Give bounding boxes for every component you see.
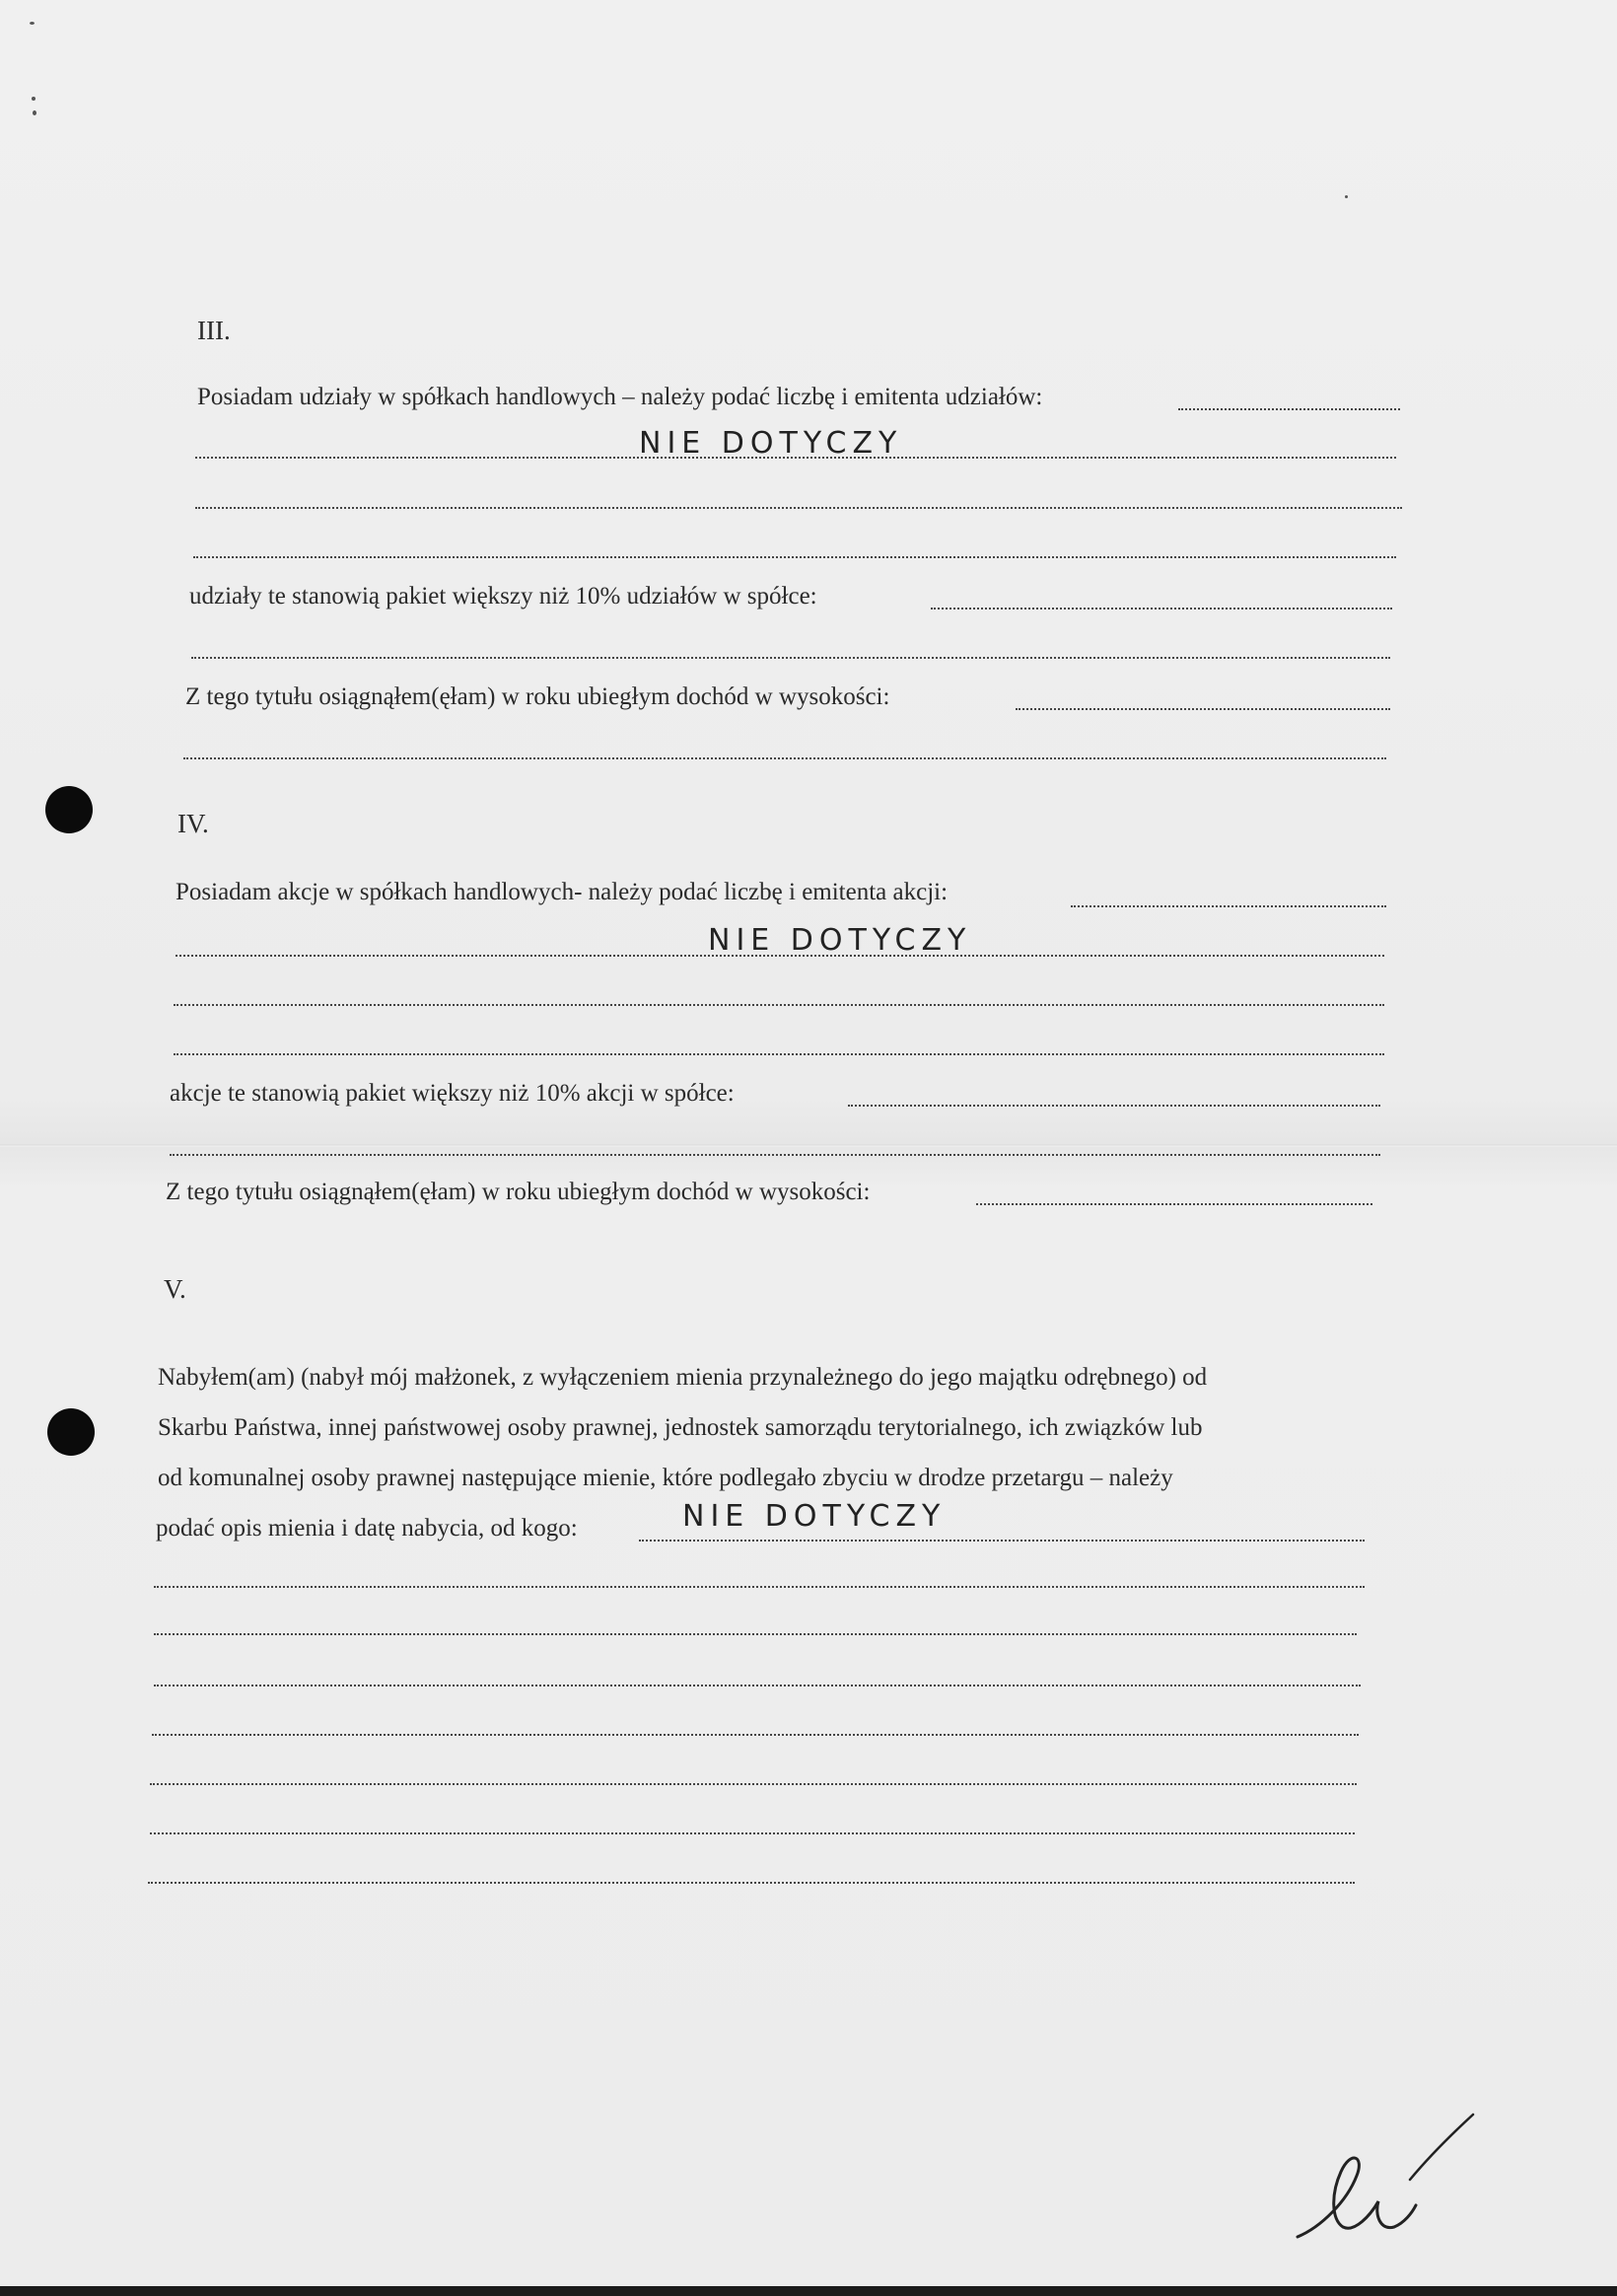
punch-hole	[47, 1408, 95, 1456]
handwritten-answer: NIE DOTYCZY	[708, 923, 972, 958]
dotted-fill-line	[1178, 408, 1400, 410]
dotted-fill-line	[174, 1004, 1384, 1006]
dotted-fill-line	[976, 1203, 1372, 1205]
section-4-heading: IV.	[177, 809, 209, 838]
dotted-fill-line	[150, 1783, 1357, 1785]
dotted-fill-line	[150, 1832, 1355, 1834]
section-3-income-line	[185, 682, 889, 712]
dotted-fill-line	[154, 1586, 1365, 1588]
dotted-fill-line	[1071, 905, 1386, 907]
scan-speck	[33, 110, 36, 115]
scan-speck	[30, 22, 35, 25]
section-3-income-text: Z tego tytułu osiągnąłem(ęłam) w roku ubiegłym dochód w wysokości:	[185, 683, 890, 710]
scan-speck	[32, 97, 35, 101]
dotted-fill-line	[174, 1053, 1384, 1055]
section-3-shares-text: Posiadam udziały w spółkach handlowych – należy podać liczbę i emitenta udziałów:	[197, 384, 1043, 410]
dotted-fill-line	[1016, 708, 1390, 710]
dotted-fill-line	[154, 1633, 1357, 1635]
section-5-para-line-2: Skarbu Państwa, innej państwowej osoby prawnej, jednostek samorządu terytorialnego, ich związków lub	[158, 1414, 1203, 1441]
section-3-shares-line	[197, 383, 1042, 412]
section-5-para-line-4	[156, 1514, 578, 1543]
section-4-package-text: akcje te stanowią pakiet większy niż 10% akcji w spółce:	[170, 1080, 735, 1107]
dotted-fill-line	[639, 1540, 1365, 1542]
scan-bottom-edge	[0, 2286, 1617, 2296]
section-4-package-line	[170, 1079, 735, 1109]
section-3-package-line	[189, 582, 817, 611]
section-5-para-text-4: podać opis mienia i datę nabycia, od kogo:	[156, 1515, 578, 1542]
section-4-stocks-text: Posiadam akcje w spółkach handlowych- należy podać liczbę i emitenta akcji:	[176, 879, 949, 905]
handwritten-answer: NIE DOTYCZY	[639, 426, 903, 461]
dotted-fill-line	[195, 507, 1402, 509]
section-3-heading: III.	[197, 316, 231, 345]
section-5-para-line-3: od komunalnej osoby prawnej następujące mienie, które podlegało zbyciu w drodze przetargu – należy	[158, 1465, 1173, 1491]
dotted-fill-line	[170, 1154, 1380, 1156]
dotted-fill-line	[193, 556, 1396, 558]
section-3-package-text: udziały te stanowią pakiet większy niż 10% udziałów w spółce:	[189, 583, 817, 610]
dotted-fill-line	[148, 1882, 1355, 1884]
dotted-fill-line	[152, 1734, 1359, 1736]
dotted-fill-line	[848, 1105, 1380, 1107]
dotted-fill-line	[183, 757, 1386, 759]
dotted-fill-line	[191, 657, 1390, 659]
section-4-stocks-line	[176, 878, 948, 907]
paper-fold	[0, 1144, 1617, 1147]
handwritten-signature	[1292, 2111, 1489, 2249]
section-4-income-text: Z tego tytułu osiągnąłem(ęłam) w roku ubiegłym dochód w wysokości:	[166, 1179, 871, 1205]
handwritten-answer: NIE DOTYCZY	[682, 1499, 947, 1534]
punch-hole	[45, 786, 93, 833]
dotted-fill-line	[154, 1685, 1361, 1686]
scan-speck	[1345, 195, 1348, 198]
section-4-income-line	[166, 1178, 870, 1207]
dotted-fill-line	[931, 608, 1392, 610]
section-5-para-line-1: Nabyłem(am) (nabył mój małżonek, z wyłączeniem mienia przynależnego do jego majątku odrębnego) od	[158, 1364, 1208, 1391]
section-5-heading: V.	[164, 1274, 186, 1304]
